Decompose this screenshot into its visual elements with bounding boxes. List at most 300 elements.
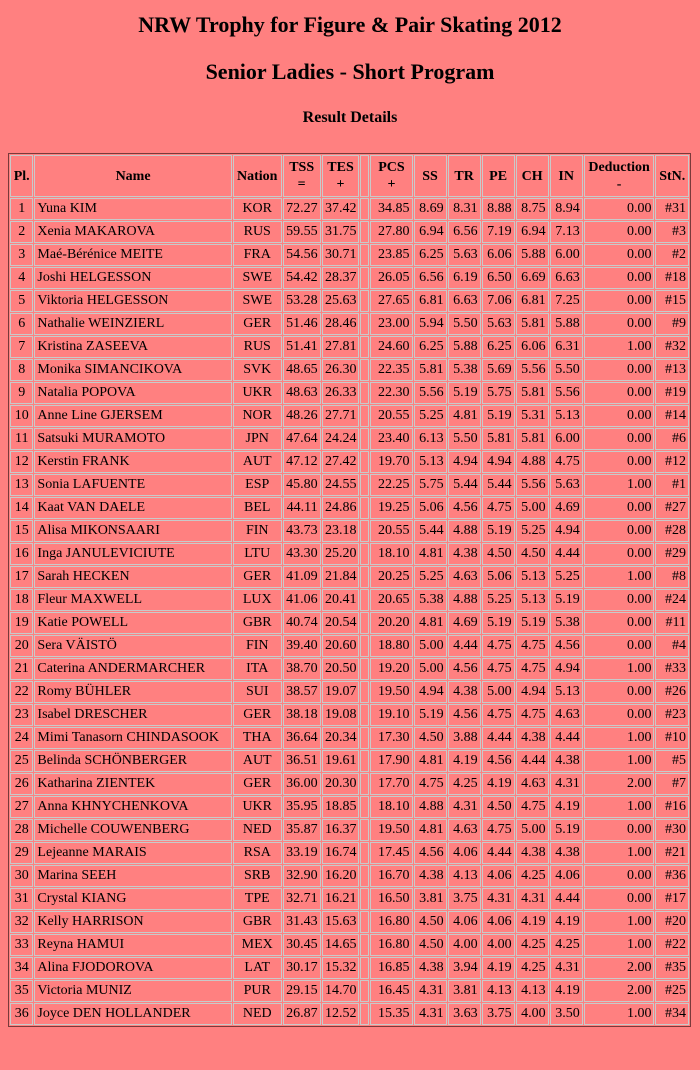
cell-deduction: 0.00	[584, 704, 655, 726]
cell-skater-name: Katie POWELL	[34, 612, 231, 634]
cell-pe: 4.19	[482, 773, 515, 795]
cell-ss: 5.00	[414, 635, 447, 657]
cell-pcs: 34.85	[370, 198, 412, 220]
cell-in: 5.25	[550, 566, 583, 588]
header-row	[10, 155, 689, 197]
cell-deduction: 1.00	[584, 911, 655, 933]
cell-in: 5.13	[550, 405, 583, 427]
cell-place: 29	[10, 842, 33, 864]
cell-ss: 6.56	[414, 267, 447, 289]
column-gap	[360, 155, 369, 197]
cell-pcs: 18.10	[370, 796, 412, 818]
cell-tr: 4.94	[448, 451, 481, 473]
table-row	[10, 842, 689, 864]
column-gap	[360, 359, 369, 381]
cell-skater-name: Fleur MAXWELL	[34, 589, 231, 611]
cell-tes: 14.65	[322, 934, 360, 956]
cell-tss: 36.64	[283, 727, 321, 749]
cell-tr: 4.69	[448, 612, 481, 634]
cell-pcs: 27.65	[370, 290, 412, 312]
cell-tss: 36.51	[283, 750, 321, 772]
cell-tes: 18.85	[322, 796, 360, 818]
cell-ss: 4.81	[414, 750, 447, 772]
cell-nation: GER	[233, 566, 282, 588]
cell-nation: AUT	[233, 750, 282, 772]
column-gap	[360, 543, 369, 565]
cell-nation: GER	[233, 704, 282, 726]
cell-tss: 41.09	[283, 566, 321, 588]
column-header-tss	[283, 155, 321, 197]
cell-tr: 5.88	[448, 336, 481, 358]
column-gap	[360, 658, 369, 680]
cell-in: 5.56	[550, 382, 583, 404]
cell-skater-name: Anna KHNYCHENKOVA	[34, 796, 231, 818]
cell-ss: 5.56	[414, 382, 447, 404]
cell-ch: 4.19	[516, 911, 549, 933]
cell-tss: 38.70	[283, 658, 321, 680]
cell-place: 31	[10, 888, 33, 910]
cell-ch: 4.88	[516, 451, 549, 473]
cell-nation: SUI	[233, 681, 282, 703]
column-gap	[360, 405, 369, 427]
cell-pe: 4.19	[482, 957, 515, 979]
cell-start-number: #24	[655, 589, 689, 611]
cell-place: 24	[10, 727, 33, 749]
cell-tr: 4.25	[448, 773, 481, 795]
cell-pcs: 16.85	[370, 957, 412, 979]
cell-start-number: #2	[655, 244, 689, 266]
table-row	[10, 198, 689, 220]
cell-pe: 4.75	[482, 635, 515, 657]
cell-tes: 14.70	[322, 980, 360, 1002]
cell-tss: 36.00	[283, 773, 321, 795]
column-header-tr: TR	[448, 155, 481, 197]
table-row	[10, 911, 689, 933]
column-gap	[360, 911, 369, 933]
column-gap	[360, 681, 369, 703]
cell-ch: 5.31	[516, 405, 549, 427]
column-gap	[360, 842, 369, 864]
cell-ss: 4.81	[414, 543, 447, 565]
cell-tr: 5.63	[448, 244, 481, 266]
cell-pe: 4.75	[482, 497, 515, 519]
cell-start-number: #27	[655, 497, 689, 519]
cell-tes: 26.30	[322, 359, 360, 381]
cell-nation: FRA	[233, 244, 282, 266]
cell-place: 20	[10, 635, 33, 657]
cell-pcs: 22.25	[370, 474, 412, 496]
table-row	[10, 888, 689, 910]
cell-skater-name: Alisa MIKONSAARI	[34, 520, 231, 542]
cell-ss: 4.38	[414, 865, 447, 887]
cell-tss: 44.11	[283, 497, 321, 519]
cell-nation: UKR	[233, 796, 282, 818]
table-row	[10, 589, 689, 611]
cell-tes: 16.74	[322, 842, 360, 864]
column-gap	[360, 244, 369, 266]
results-table	[8, 153, 691, 1027]
column-gap	[360, 497, 369, 519]
cell-pe: 7.19	[482, 221, 515, 243]
cell-ch: 4.75	[516, 796, 549, 818]
cell-pe: 4.75	[482, 658, 515, 680]
cell-tes: 26.33	[322, 382, 360, 404]
cell-tss: 38.57	[283, 681, 321, 703]
cell-pcs: 16.45	[370, 980, 412, 1002]
cell-deduction: 0.00	[584, 290, 655, 312]
cell-tss: 59.55	[283, 221, 321, 243]
cell-start-number: #25	[655, 980, 689, 1002]
cell-in: 4.63	[550, 704, 583, 726]
cell-ch: 4.00	[516, 1003, 549, 1025]
column-gap	[360, 336, 369, 358]
cell-pe: 5.63	[482, 313, 515, 335]
cell-place: 19	[10, 612, 33, 634]
cell-ch: 5.13	[516, 566, 549, 588]
cell-in: 4.75	[550, 451, 583, 473]
cell-pe: 6.25	[482, 336, 515, 358]
cell-in: 4.38	[550, 750, 583, 772]
cell-ss: 4.31	[414, 980, 447, 1002]
cell-skater-name: Satsuki MURAMOTO	[34, 428, 231, 450]
cell-skater-name: Michelle COUWENBERG	[34, 819, 231, 841]
cell-in: 4.44	[550, 727, 583, 749]
cell-ch: 4.13	[516, 980, 549, 1002]
cell-in: 5.19	[550, 589, 583, 611]
cell-pe: 5.19	[482, 612, 515, 634]
cell-tss: 35.95	[283, 796, 321, 818]
cell-nation: NED	[233, 819, 282, 841]
cell-nation: NED	[233, 1003, 282, 1025]
cell-nation: FIN	[233, 635, 282, 657]
column-gap	[360, 520, 369, 542]
cell-tes: 24.55	[322, 474, 360, 496]
cell-nation: ESP	[233, 474, 282, 496]
cell-nation: LTU	[233, 543, 282, 565]
cell-nation: PUR	[233, 980, 282, 1002]
cell-pcs: 19.50	[370, 681, 412, 703]
cell-tr: 4.44	[448, 635, 481, 657]
column-header-pe: PE	[482, 155, 515, 197]
cell-skater-name: Caterina ANDERMARCHER	[34, 658, 231, 680]
cell-in: 4.19	[550, 796, 583, 818]
cell-ch: 4.25	[516, 934, 549, 956]
cell-skater-name: Natalia POPOVA	[34, 382, 231, 404]
cell-start-number: #6	[655, 428, 689, 450]
cell-in: 4.56	[550, 635, 583, 657]
cell-tr: 6.63	[448, 290, 481, 312]
cell-ss: 5.00	[414, 658, 447, 680]
column-gap	[360, 313, 369, 335]
cell-tes: 19.08	[322, 704, 360, 726]
cell-pe: 4.31	[482, 888, 515, 910]
cell-place: 11	[10, 428, 33, 450]
cell-tss: 39.40	[283, 635, 321, 657]
cell-tss: 26.87	[283, 1003, 321, 1025]
tss-label: TSS	[289, 160, 315, 175]
cell-ch: 5.00	[516, 819, 549, 841]
cell-start-number: #15	[655, 290, 689, 312]
cell-ch: 4.38	[516, 727, 549, 749]
table-row	[10, 612, 689, 634]
cell-tr: 6.56	[448, 221, 481, 243]
cell-start-number: #9	[655, 313, 689, 335]
cell-start-number: #34	[655, 1003, 689, 1025]
cell-start-number: #29	[655, 543, 689, 565]
cell-in: 3.50	[550, 1003, 583, 1025]
cell-ch: 5.81	[516, 313, 549, 335]
cell-deduction: 0.00	[584, 313, 655, 335]
cell-place: 34	[10, 957, 33, 979]
table-row	[10, 819, 689, 841]
cell-start-number: #7	[655, 773, 689, 795]
cell-tss: 40.74	[283, 612, 321, 634]
cell-tes: 20.30	[322, 773, 360, 795]
cell-pe: 4.75	[482, 819, 515, 841]
cell-skater-name: Isabel DRESCHER	[34, 704, 231, 726]
cell-place: 10	[10, 405, 33, 427]
cell-skater-name: Crystal KIANG	[34, 888, 231, 910]
results-table-header	[10, 155, 689, 197]
cell-ch: 5.13	[516, 589, 549, 611]
cell-tss: 33.19	[283, 842, 321, 864]
cell-ss: 4.81	[414, 612, 447, 634]
cell-nation: GER	[233, 773, 282, 795]
cell-skater-name: Alina FJODOROVA	[34, 957, 231, 979]
cell-pcs: 23.00	[370, 313, 412, 335]
cell-nation: SVK	[233, 359, 282, 381]
cell-ss: 4.88	[414, 796, 447, 818]
cell-skater-name: Joyce DEN HOLLANDER	[34, 1003, 231, 1025]
cell-place: 36	[10, 1003, 33, 1025]
cell-start-number: #3	[655, 221, 689, 243]
cell-tes: 16.37	[322, 819, 360, 841]
cell-ss: 5.25	[414, 566, 447, 588]
cell-tes: 24.24	[322, 428, 360, 450]
cell-deduction: 0.00	[584, 359, 655, 381]
cell-place: 5	[10, 290, 33, 312]
cell-tes: 20.34	[322, 727, 360, 749]
cell-start-number: #26	[655, 681, 689, 703]
table-row	[10, 566, 689, 588]
cell-place: 33	[10, 934, 33, 956]
column-gap	[360, 474, 369, 496]
column-header-start-number: StN.	[655, 155, 689, 197]
cell-skater-name: Anne Line GJERSEM	[34, 405, 231, 427]
cell-tss: 41.06	[283, 589, 321, 611]
cell-nation: KOR	[233, 198, 282, 220]
cell-in: 4.38	[550, 842, 583, 864]
table-row	[10, 244, 689, 266]
table-row	[10, 221, 689, 243]
cell-nation: JPN	[233, 428, 282, 450]
cell-start-number: #1	[655, 474, 689, 496]
cell-pcs: 18.10	[370, 543, 412, 565]
cell-deduction: 0.00	[584, 612, 655, 634]
cell-pcs: 17.90	[370, 750, 412, 772]
column-gap	[360, 704, 369, 726]
cell-skater-name: Belinda SCHÖNBERGER	[34, 750, 231, 772]
column-gap	[360, 635, 369, 657]
cell-skater-name: Kaat VAN DAELE	[34, 497, 231, 519]
cell-tr: 3.75	[448, 888, 481, 910]
column-gap	[360, 428, 369, 450]
cell-place: 8	[10, 359, 33, 381]
column-gap	[360, 957, 369, 979]
cell-skater-name: Monika SIMANCIKOVA	[34, 359, 231, 381]
cell-start-number: #36	[655, 865, 689, 887]
cell-start-number: #22	[655, 934, 689, 956]
cell-tss: 29.15	[283, 980, 321, 1002]
pcs-operator: +	[387, 177, 396, 192]
table-row	[10, 474, 689, 496]
cell-ch: 4.31	[516, 888, 549, 910]
cell-pcs: 18.80	[370, 635, 412, 657]
table-row	[10, 543, 689, 565]
cell-tss: 38.18	[283, 704, 321, 726]
cell-ch: 5.56	[516, 474, 549, 496]
column-header-nation	[233, 155, 282, 197]
cell-tss: 54.42	[283, 267, 321, 289]
cell-ss: 5.13	[414, 451, 447, 473]
cell-ss: 5.19	[414, 704, 447, 726]
cell-start-number: #16	[655, 796, 689, 818]
cell-deduction: 1.00	[584, 750, 655, 772]
column-gap	[360, 267, 369, 289]
cell-place: 14	[10, 497, 33, 519]
cell-tr: 4.06	[448, 911, 481, 933]
column-gap	[360, 290, 369, 312]
cell-tss: 53.28	[283, 290, 321, 312]
cell-start-number: #28	[655, 520, 689, 542]
cell-in: 6.00	[550, 428, 583, 450]
cell-skater-name: Mimi Tanasorn CHINDASOOK	[34, 727, 231, 749]
cell-tes: 24.86	[322, 497, 360, 519]
cell-pe: 5.06	[482, 566, 515, 588]
cell-tes: 20.54	[322, 612, 360, 634]
cell-in: 8.94	[550, 198, 583, 220]
column-gap	[360, 198, 369, 220]
cell-pe: 6.06	[482, 244, 515, 266]
cell-pe: 4.00	[482, 934, 515, 956]
cell-nation: RUS	[233, 221, 282, 243]
cell-in: 5.63	[550, 474, 583, 496]
cell-tr: 4.88	[448, 520, 481, 542]
cell-tr: 5.38	[448, 359, 481, 381]
cell-pe: 5.19	[482, 520, 515, 542]
cell-in: 4.31	[550, 773, 583, 795]
cell-tss: 43.30	[283, 543, 321, 565]
cell-ch: 8.75	[516, 198, 549, 220]
table-row	[10, 934, 689, 956]
cell-pcs: 16.80	[370, 934, 412, 956]
column-gap	[360, 819, 369, 841]
cell-deduction: 0.00	[584, 451, 655, 473]
cell-tss: 48.65	[283, 359, 321, 381]
cell-nation: ITA	[233, 658, 282, 680]
cell-ch: 5.88	[516, 244, 549, 266]
table-row	[10, 635, 689, 657]
cell-tr: 4.56	[448, 704, 481, 726]
cell-tss: 30.45	[283, 934, 321, 956]
cell-ch: 4.25	[516, 957, 549, 979]
tes-operator: +	[336, 177, 345, 192]
cell-skater-name: Joshi HELGESSON	[34, 267, 231, 289]
cell-tr: 4.63	[448, 819, 481, 841]
cell-deduction: 0.00	[584, 589, 655, 611]
cell-deduction: 1.00	[584, 474, 655, 496]
cell-tr: 3.81	[448, 980, 481, 1002]
column-gap	[360, 796, 369, 818]
cell-skater-name: Marina SEEH	[34, 865, 231, 887]
cell-pe: 7.06	[482, 290, 515, 312]
cell-tss: 43.73	[283, 520, 321, 542]
cell-tr: 4.56	[448, 658, 481, 680]
cell-pcs: 23.40	[370, 428, 412, 450]
cell-ss: 6.25	[414, 244, 447, 266]
cell-ch: 5.81	[516, 382, 549, 404]
column-gap	[360, 566, 369, 588]
cell-start-number: #11	[655, 612, 689, 634]
cell-deduction: 1.00	[584, 566, 655, 588]
cell-deduction: 0.00	[584, 681, 655, 703]
cell-ch: 4.94	[516, 681, 549, 703]
cell-nation: GBR	[233, 612, 282, 634]
column-gap	[360, 727, 369, 749]
cell-tr: 5.50	[448, 313, 481, 335]
cell-pe: 5.00	[482, 681, 515, 703]
cell-pcs: 15.35	[370, 1003, 412, 1025]
table-row	[10, 313, 689, 335]
cell-ch: 6.69	[516, 267, 549, 289]
cell-in: 5.13	[550, 681, 583, 703]
cell-start-number: #35	[655, 957, 689, 979]
table-row	[10, 359, 689, 381]
cell-tes: 37.42	[322, 198, 360, 220]
cell-deduction: 2.00	[584, 773, 655, 795]
cell-nation: AUT	[233, 451, 282, 473]
cell-pcs: 19.50	[370, 819, 412, 841]
cell-start-number: #14	[655, 405, 689, 427]
table-row	[10, 1003, 689, 1025]
cell-place: 4	[10, 267, 33, 289]
cell-pcs: 19.10	[370, 704, 412, 726]
cell-skater-name: Yuna KIM	[34, 198, 231, 220]
cell-in: 4.25	[550, 934, 583, 956]
cell-tss: 51.46	[283, 313, 321, 335]
cell-ch: 6.81	[516, 290, 549, 312]
cell-ch: 5.00	[516, 497, 549, 519]
cell-tes: 15.63	[322, 911, 360, 933]
cell-start-number: #21	[655, 842, 689, 864]
cell-ch: 4.44	[516, 750, 549, 772]
cell-skater-name: Lejeanne MARAIS	[34, 842, 231, 864]
cell-place: 23	[10, 704, 33, 726]
cell-tes: 28.46	[322, 313, 360, 335]
cell-skater-name: Reyna HAMUI	[34, 934, 231, 956]
cell-pcs: 20.55	[370, 405, 412, 427]
cell-place: 9	[10, 382, 33, 404]
cell-pe: 5.81	[482, 428, 515, 450]
cell-ch: 5.25	[516, 520, 549, 542]
cell-tes: 12.52	[322, 1003, 360, 1025]
cell-nation: TPE	[233, 888, 282, 910]
cell-deduction: 0.00	[584, 520, 655, 542]
cell-ss: 5.75	[414, 474, 447, 496]
cell-in: 4.69	[550, 497, 583, 519]
table-row	[10, 773, 689, 795]
cell-tss: 30.17	[283, 957, 321, 979]
